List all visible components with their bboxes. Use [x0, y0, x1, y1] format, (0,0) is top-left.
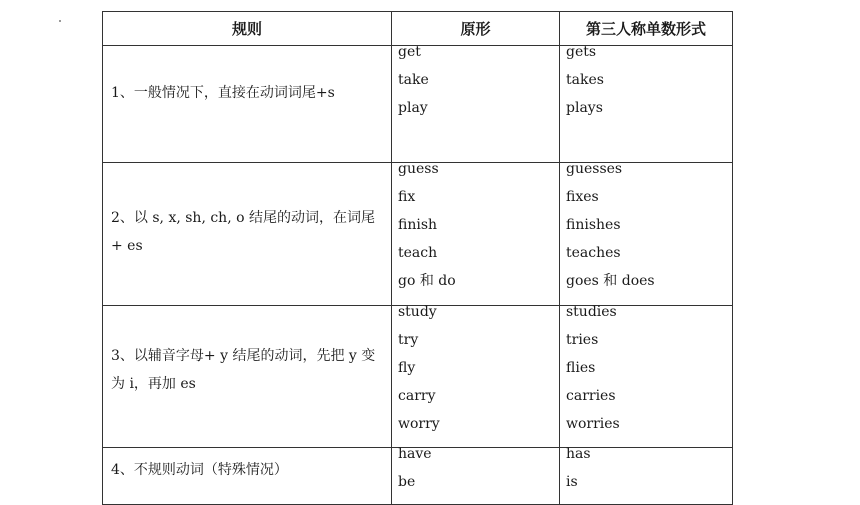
third-word: has	[566, 446, 591, 462]
base-word: carry	[398, 388, 436, 404]
base-word: get	[398, 44, 421, 60]
base-word: play	[398, 100, 428, 116]
base-word: fly	[398, 360, 416, 376]
rule-cell: 1、一般情况下，直接在动词词尾+s	[103, 46, 392, 163]
table-row	[103, 448, 733, 505]
third-word: gets	[566, 44, 597, 60]
base-word: study	[398, 304, 437, 320]
third-word: fixes	[566, 189, 599, 205]
base-cell	[392, 306, 560, 448]
base-word: teach	[398, 245, 438, 261]
third-cell	[560, 448, 733, 505]
header-rule: 规则	[103, 12, 392, 46]
base-word: finish	[398, 217, 438, 233]
third-word: carries	[566, 388, 616, 404]
third-word: is	[566, 474, 578, 490]
table-row	[103, 306, 733, 448]
table-row	[103, 163, 733, 306]
stray-dot	[59, 20, 61, 22]
header-base-form: 原形	[392, 12, 560, 46]
third-cell	[560, 306, 733, 448]
rule-cell: 2、以 s, x, sh, ch, o 结尾的动词，在词尾+ es	[103, 163, 392, 306]
third-word: takes	[566, 72, 604, 88]
third-word: finishes	[566, 217, 621, 233]
third-word: guesses	[566, 161, 623, 177]
base-cell	[392, 448, 560, 505]
base-word: try	[398, 332, 419, 348]
base-word: guess	[398, 161, 439, 177]
base-cell	[392, 163, 560, 306]
third-word: flies	[566, 360, 596, 376]
base-word: be	[398, 474, 416, 490]
third-word: tries	[566, 332, 599, 348]
table-row	[103, 46, 733, 163]
third-cell	[560, 46, 733, 163]
base-cell	[392, 46, 560, 163]
third-word: goes 和 does	[566, 273, 655, 289]
header-third-person: 第三人称单数形式	[560, 12, 733, 46]
rule-cell: 3、以辅音字母+ y 结尾的动词，先把 y 变为 i，再加 es	[103, 306, 392, 448]
base-word: take	[398, 72, 429, 88]
base-word: go 和 do	[398, 273, 456, 289]
third-word: teaches	[566, 245, 621, 261]
base-word: fix	[398, 189, 416, 205]
third-word: plays	[566, 100, 603, 116]
base-word: have	[398, 446, 432, 462]
third-cell	[560, 163, 733, 306]
base-word: worry	[398, 416, 440, 432]
verb-rules-table	[102, 11, 733, 505]
rule-cell: 4、不规则动词（特殊情况）	[103, 448, 392, 505]
third-word: studies	[566, 304, 617, 320]
third-word: worries	[566, 416, 620, 432]
